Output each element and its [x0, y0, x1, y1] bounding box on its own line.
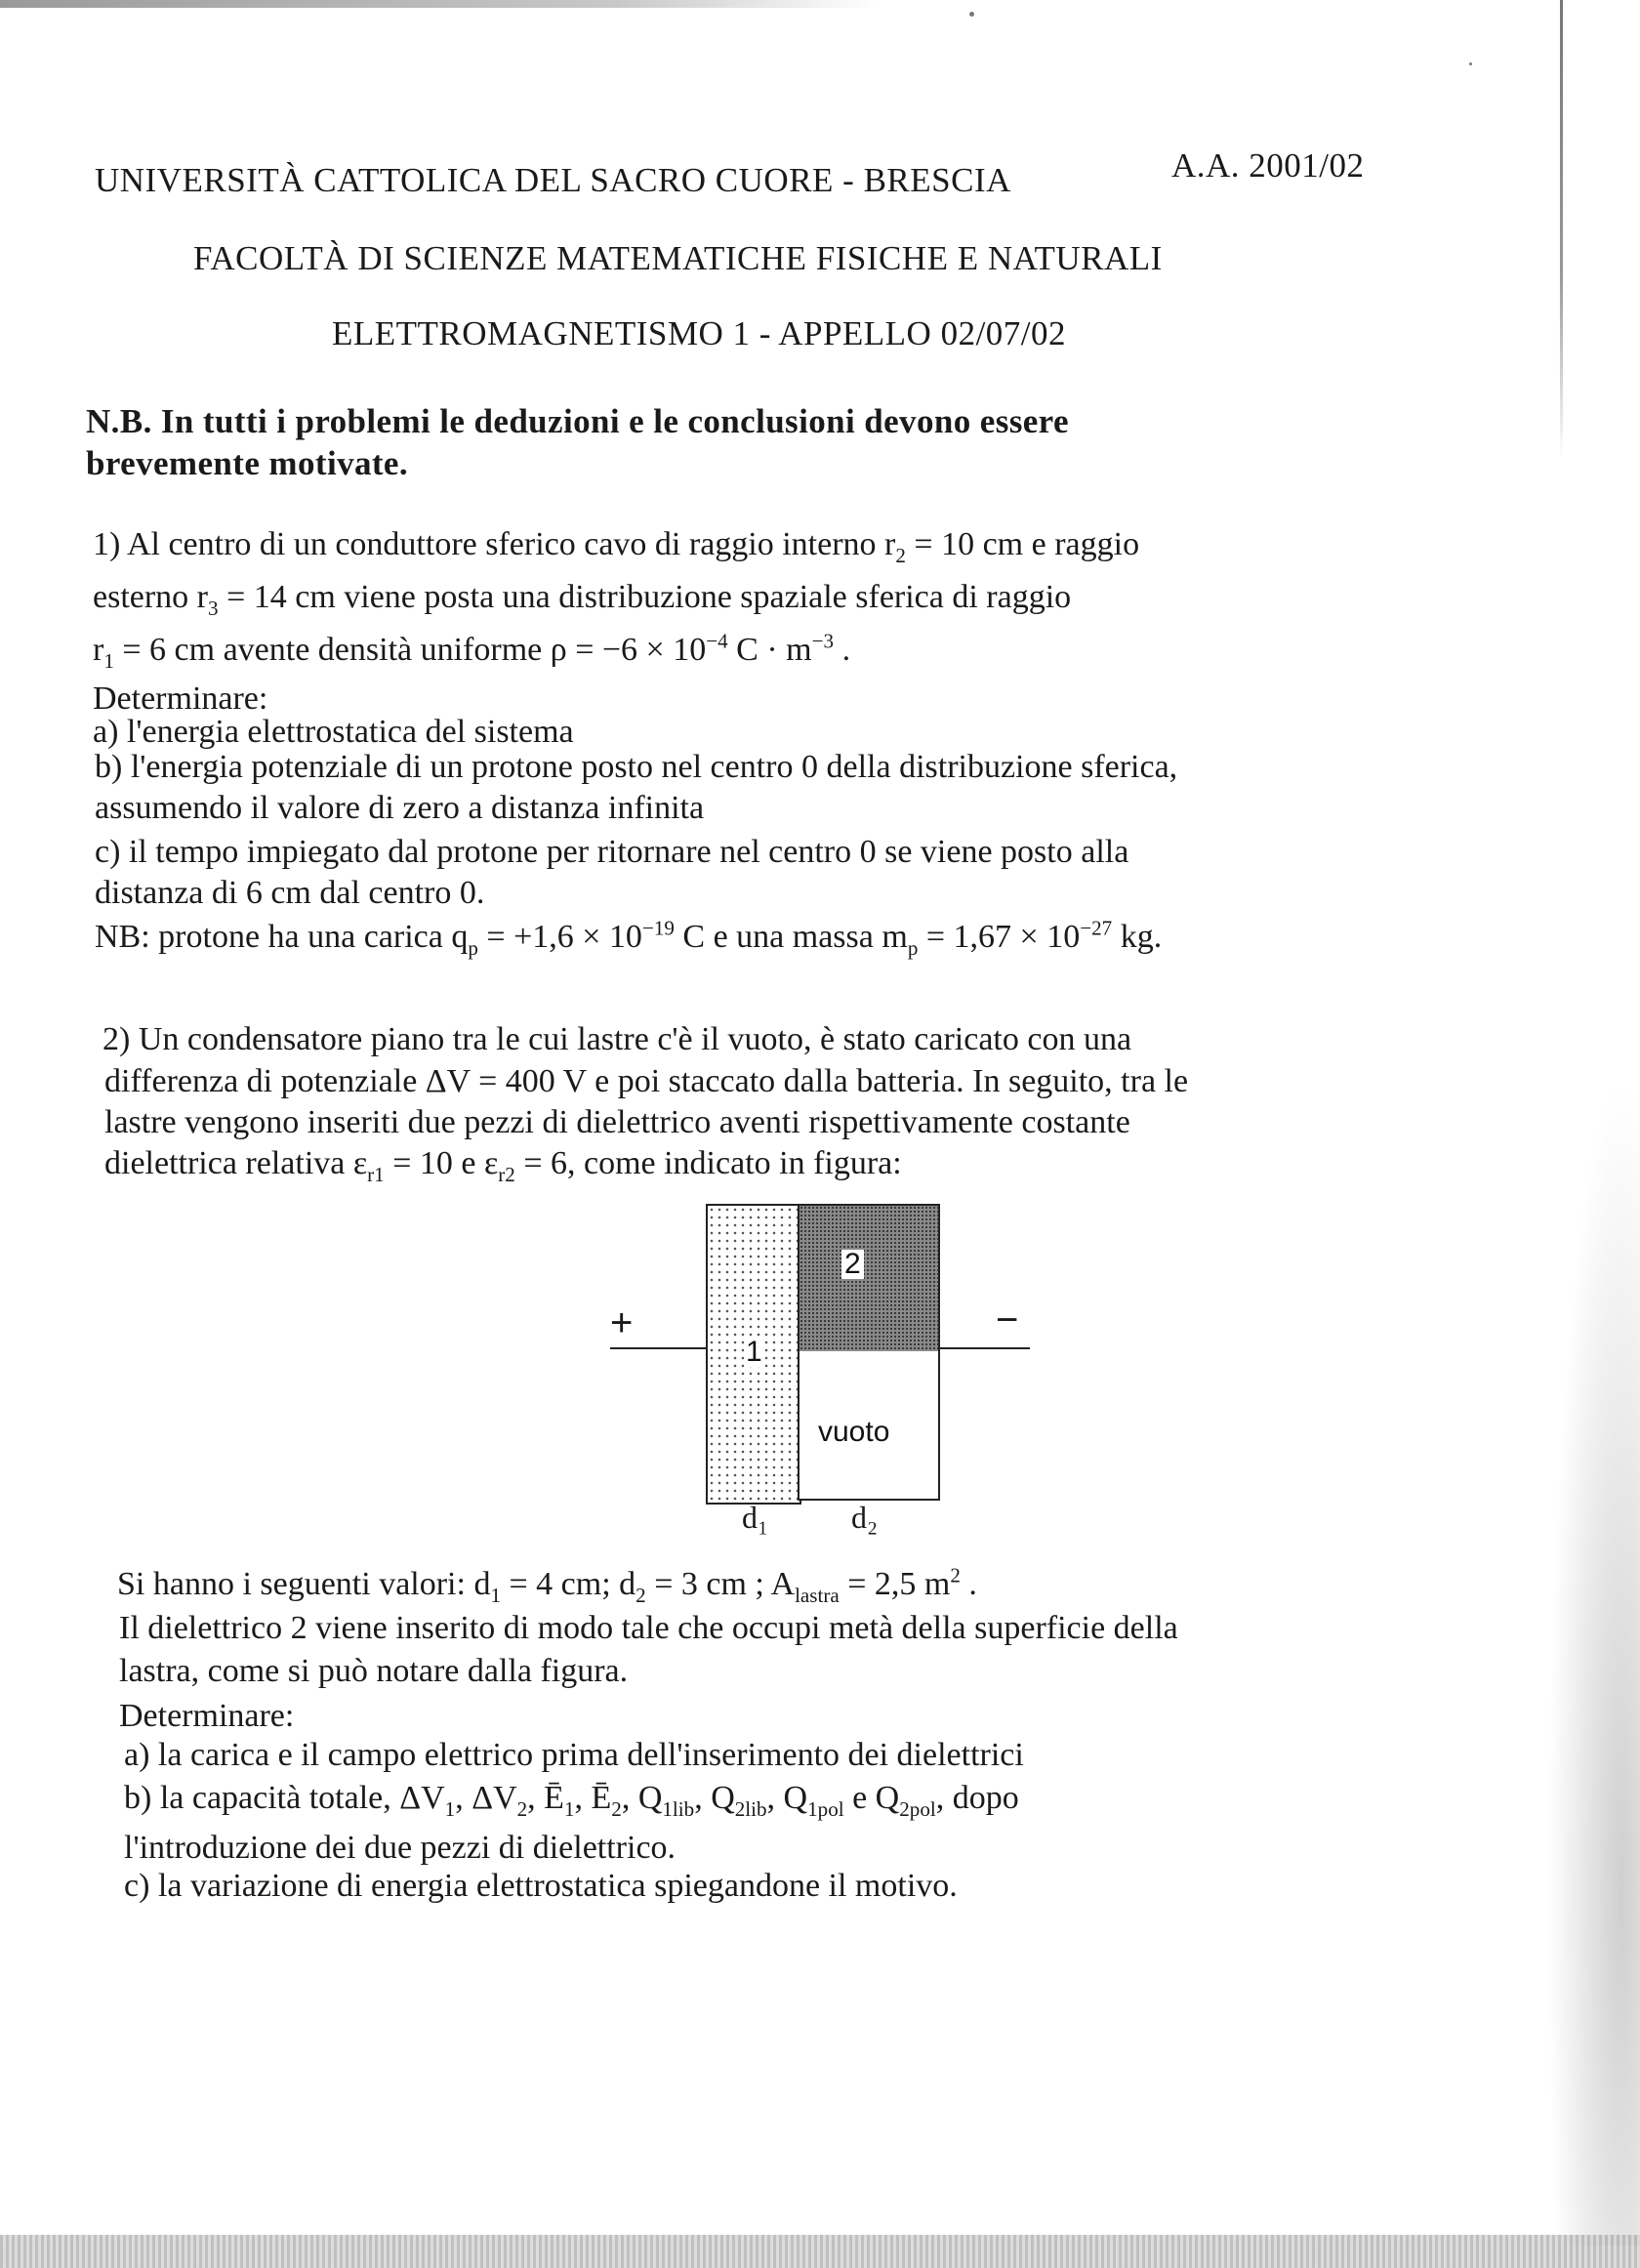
- note-line-2: brevemente motivate.: [86, 444, 409, 482]
- scan-speck: [969, 12, 974, 17]
- p1-line-1: 1) Al centro di un conduttore sferico cavo di raggio interno $r_2 = 10$ cm e raggio: [93, 526, 1140, 567]
- dielectric-1-label: 1: [746, 1336, 762, 1368]
- p2-question-b-2: l'introduzione dei due pezzi di dielettrico.: [124, 1830, 676, 1866]
- p1-line-2: esterno $r_3 = 14$ cm viene posta una distribuzione spaziale sferica di raggio: [93, 579, 1072, 620]
- p2-question-c: c) la variazione di energia elettrostatica spiegandone il motivo.: [124, 1868, 958, 1904]
- p2-values: Si hanno i seguenti valori: $d_1 = 4$ cm; $d_2 = 3$ cm ; $A_{lastra} = 2,5$ $m^2$ .: [117, 1563, 977, 1607]
- p2-line-1: 2) Un condensatore piano tra le cui lastre c'è il vuoto, è stato caricato con una: [102, 1021, 1132, 1057]
- university-name: UNIVERSITÀ CATTOLICA DEL SACRO CUORE - BRESCIA: [95, 161, 1011, 199]
- scan-shadow-bottom: [0, 2235, 1640, 2268]
- left-lead-wire: [610, 1347, 706, 1349]
- scan-shadow-top: [0, 0, 879, 8]
- p2-question-a: a) la carica e il campo elettrico prima dell'inserimento dei dielettrici: [124, 1737, 1024, 1773]
- vacuum-label: vuoto: [818, 1416, 890, 1448]
- capacitor-figure: [595, 1201, 1035, 1533]
- p1-question-c-1: c) il tempo impiegato dal protone per ritornare nel centro 0 se viene posto alla: [95, 834, 1129, 870]
- p1-question-a: a) l'energia elettrostatica del sistema: [93, 714, 574, 750]
- p1-line-3: $r_1 = 6$ cm avente densità uniforme $\rho = -6 \times 10^{-4}$ $C \cdot m^{-3}$ .: [93, 629, 851, 673]
- right-lead-wire: [938, 1347, 1030, 1349]
- p1-proton-data: NB: protone ha una carica $q_p = +1,6 \times 10^{-19}$ C e una massa $m_p = 1,67 \times 10^{-27}$ kg.: [95, 916, 1163, 960]
- plus-sign: +: [610, 1301, 634, 1344]
- p2-insert-line-2: lastra, come si può notare dalla figura.: [119, 1653, 629, 1689]
- exam-title: ELETTROMAGNETISMO 1 - APPELLO 02/07/02: [332, 314, 1067, 352]
- academic-year: A.A. 2001/02: [1171, 146, 1365, 185]
- p1-question-c-2: distanza di 6 cm dal centro 0.: [95, 875, 485, 911]
- p2-insert-line-1: Il dielettrico 2 viene inserito di modo tale che occupi metà della superficie della: [119, 1610, 1178, 1646]
- p1-question-b-2: assumendo il valore di zero a distanza infinita: [95, 790, 705, 826]
- p2-line-3: lastre vengono inseriti due pezzi di dielettrico aventi rispettivamente costante: [104, 1104, 1130, 1140]
- p1-determinare: Determinare:: [93, 680, 268, 717]
- p2-line-2: differenza di potenziale ΔV = 400 V e poi staccato dalla batteria. In seguito, tra le: [104, 1063, 1189, 1099]
- dielectric-2-label: 2: [841, 1250, 864, 1279]
- d2-label: d₂: [851, 1500, 879, 1535]
- note-line-1: N.B. In tutti i problemi le deduzioni e le conclusioni devono essere: [86, 402, 1069, 440]
- faculty-name: FACOLTÀ DI SCIENZE MATEMATICHE FISICHE E NATURALI: [193, 239, 1163, 277]
- p1-question-b-1: b) l'energia potenziale di un protone posto nel centro 0 della distribuzione sferica,: [95, 749, 1178, 785]
- scan-edge-right: [1560, 0, 1563, 459]
- minus-sign: −: [996, 1299, 1019, 1341]
- d1-label: d₁: [742, 1500, 769, 1535]
- scan-speck: [1469, 62, 1472, 65]
- p2-determinare: Determinare:: [119, 1698, 295, 1734]
- p2-line-4: dielettrica relativa $\varepsilon_{r1} = 10$ e $\varepsilon_{r2} = 6$, come indicato in figura:: [104, 1145, 902, 1186]
- dielectric-2-region: [798, 1204, 940, 1355]
- scan-shadow-right: [1547, 1074, 1640, 2246]
- p2-question-b: b) la capacità totale, $\Delta V_1$, $\Delta V_2$, $Ē_1$, $Ē_2$, $Q_{1lib}$, $Q_{2lib}$, $Q_{1pol}$ e $Q_{2pol}$, dopo: [124, 1780, 1019, 1821]
